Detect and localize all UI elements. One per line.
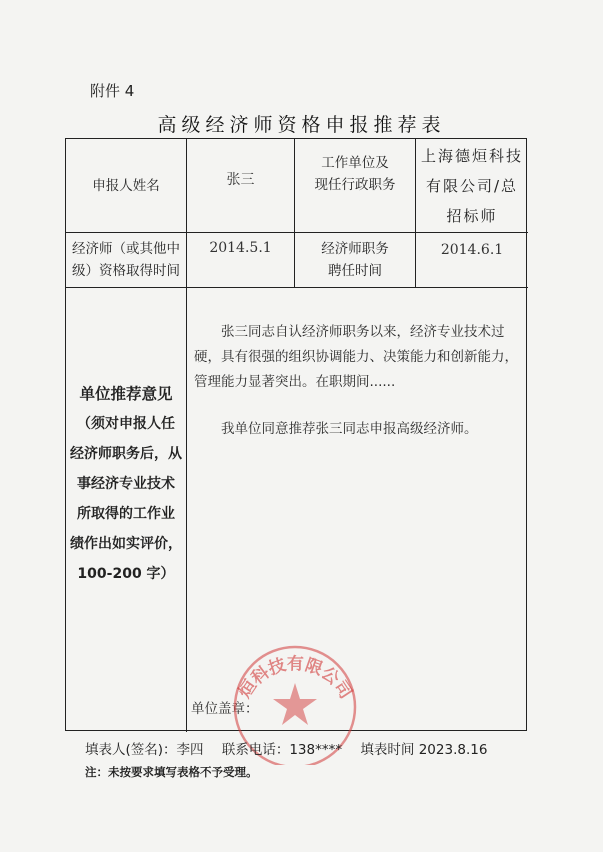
attachment-label: 附件 4 bbox=[90, 82, 135, 100]
seal-label: 单位盖章： bbox=[191, 701, 259, 717]
employer-label: 工作单位及 现任行政职务 bbox=[314, 155, 396, 193]
employer-value: 上海德烜科技 有限公司/总 招标师 bbox=[420, 146, 523, 225]
column-divider bbox=[186, 139, 187, 732]
opinion-paragraph: 张三同志自认经济师职务以来，经济专业技术过 bbox=[221, 324, 505, 340]
opinion-paragraph: 硬，具有很强的组织协调能力、决策能力和创新能力， bbox=[194, 349, 518, 365]
recommendation-label: 单位推荐意见 （须对申报人任 经济师职务后，从 事经济专业技术 所取得的工作业 绩作出如实评价， 100-200 字） bbox=[70, 385, 182, 582]
opinion-paragraph: 管理能力显著突出。在职期间...... bbox=[194, 374, 396, 390]
seal-text: 烜科技有限公司 bbox=[234, 654, 356, 703]
row-divider bbox=[66, 287, 528, 288]
document-title: 高级经济师资格申报推荐表 bbox=[157, 114, 446, 136]
applicant-name-label: 申报人姓名 bbox=[92, 177, 160, 194]
appointment-date-label: 经济师职务 聘任时间 bbox=[321, 241, 389, 279]
footer-info bbox=[85, 738, 501, 758]
seal-star-icon bbox=[273, 683, 317, 725]
qualification-date-value: 2014.5.1 bbox=[209, 240, 272, 256]
contact-phone: 联系电话：138**** bbox=[221, 742, 343, 758]
form-note: 注：未按要求填写表格不予受理。 bbox=[85, 765, 258, 779]
opinion-conclusion: 我单位同意推荐张三同志申报高级经济师。 bbox=[221, 421, 478, 437]
qualification-date-label: 经济师（或其他中 级）资格取得时间 bbox=[72, 241, 180, 279]
appointment-date-value: 2014.6.1 bbox=[440, 242, 504, 258]
applicant-name-value: 张三 bbox=[226, 172, 255, 188]
fill-date: 填表时间 2023.8.16 bbox=[360, 742, 488, 758]
filler-signature: 填表人(签名)：李四 bbox=[85, 742, 204, 758]
recommendation-opinion bbox=[194, 320, 524, 442]
